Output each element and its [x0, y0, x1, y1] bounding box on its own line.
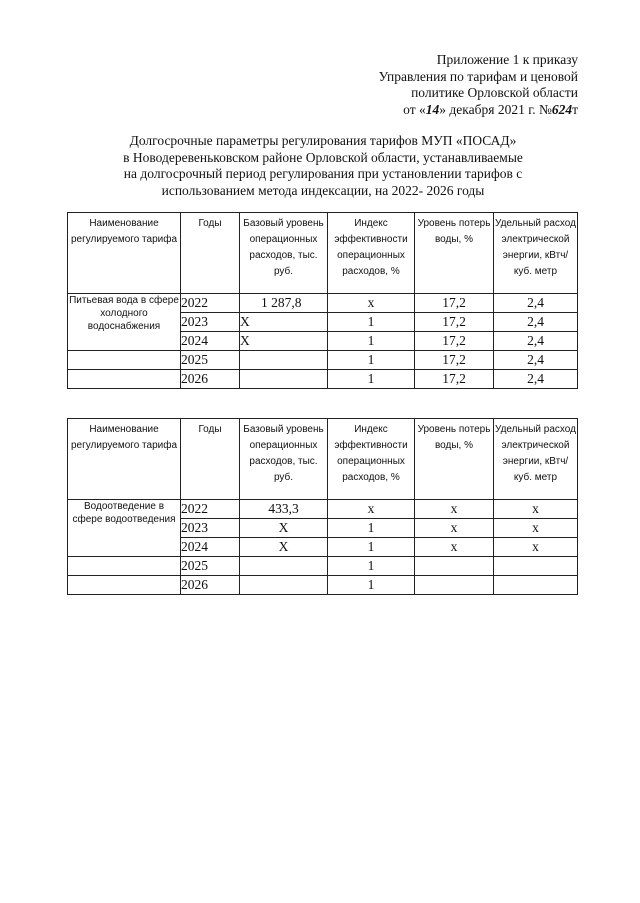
appendix-header: [318, 52, 578, 118]
energy-cell: [494, 576, 578, 595]
year-cell: 2023: [181, 313, 240, 332]
order-day-handwritten: 14: [425, 101, 440, 117]
empty-name-cell: [68, 576, 181, 595]
energy-cell: 2,4: [494, 294, 578, 313]
table-row: [68, 370, 578, 389]
header-energy-consumption: Удельный расход электрической энергии, кВтч/куб. метр: [494, 213, 578, 294]
header-energy-consumption: Удельный расход электрической энергии, кВтч/куб. метр: [494, 419, 578, 500]
year-cell: 2025: [181, 557, 240, 576]
header-base-level: Базовый уровень операционных расходов, тыс. руб.: [240, 213, 328, 294]
base-level-cell: [240, 370, 328, 389]
water-loss-cell: 17,2: [415, 294, 494, 313]
header-years: Годы: [181, 419, 240, 500]
efficiency-index-cell: 1: [328, 538, 415, 557]
title-line-3: на долгосрочный период регулирования при установлении тарифов с: [123, 166, 523, 181]
base-level-cell: Х: [240, 313, 328, 332]
base-level-cell: 433,3: [240, 500, 328, 519]
order-date-prefix: от «: [403, 101, 426, 117]
water-loss-cell: 17,2: [415, 370, 494, 389]
document-title: [70, 133, 576, 199]
year-cell: 2022: [181, 500, 240, 519]
energy-cell: [494, 557, 578, 576]
table-row: [68, 576, 578, 595]
water-loss-cell: [415, 557, 494, 576]
header-efficiency-index: Индекс эффективности операционных расходов, %: [328, 213, 415, 294]
header-water-loss: Уровень потерь воды, %: [415, 213, 494, 294]
water-loss-cell: 17,2: [415, 351, 494, 370]
base-level-cell: [240, 351, 328, 370]
energy-cell: х: [494, 500, 578, 519]
title-line-2: в Новодеревеньковском районе Орловской области, устанавливаемые: [123, 149, 523, 165]
header-tariff-name: Наименование регулируемого тарифа: [68, 213, 181, 294]
appendix-line-4: [318, 102, 578, 119]
efficiency-index-cell: 1: [328, 351, 415, 370]
tariff-table-wastewater: [67, 418, 578, 595]
year-cell: 2023: [181, 519, 240, 538]
year-cell: 2024: [181, 538, 240, 557]
header-base-level: Базовый уровень операционных расходов, тыс. руб.: [240, 419, 328, 500]
efficiency-index-cell: 1: [328, 576, 415, 595]
year-cell: 2026: [181, 576, 240, 595]
table-header-row: [68, 419, 578, 500]
base-level-cell: 1 287,8: [240, 294, 328, 313]
empty-name-cell: [68, 351, 181, 370]
energy-cell: 2,4: [494, 351, 578, 370]
base-level-cell: [240, 557, 328, 576]
tariff-table-water: [67, 212, 578, 389]
appendix-line-1: Приложение 1 к приказу: [436, 52, 578, 67]
efficiency-index-cell: 1: [328, 370, 415, 389]
efficiency-index-cell: 1: [328, 519, 415, 538]
water-loss-cell: х: [415, 519, 494, 538]
efficiency-index-cell: 1: [328, 332, 415, 351]
order-date-middle: » декабря 2021 г. №: [439, 101, 552, 117]
water-loss-cell: 17,2: [415, 332, 494, 351]
year-cell: 2024: [181, 332, 240, 351]
efficiency-index-cell: х: [328, 500, 415, 519]
efficiency-index-cell: 1: [328, 313, 415, 332]
header-years: Годы: [181, 213, 240, 294]
empty-name-cell: [68, 557, 181, 576]
year-cell: 2025: [181, 351, 240, 370]
appendix-line-2: Управления по тарифам и ценовой: [378, 68, 578, 84]
table-row: [68, 500, 578, 519]
order-number-suffix: т: [572, 101, 578, 117]
base-level-cell: [240, 576, 328, 595]
water-loss-cell: [415, 576, 494, 595]
header-efficiency-index: Индекс эффективности операционных расходов, %: [328, 419, 415, 500]
table-row: [68, 557, 578, 576]
tariff-name-cell: Питьевая вода в сфере холодного водоснабжения: [68, 294, 181, 351]
efficiency-index-cell: 1: [328, 557, 415, 576]
energy-cell: х: [494, 538, 578, 557]
table-header-row: [68, 213, 578, 294]
table-row: [68, 294, 578, 313]
energy-cell: 2,4: [494, 370, 578, 389]
water-loss-cell: 17,2: [415, 313, 494, 332]
base-level-cell: Х: [240, 332, 328, 351]
base-level-cell: Х: [240, 538, 328, 557]
appendix-line-3: политике Орловской области: [411, 85, 578, 100]
energy-cell: 2,4: [494, 313, 578, 332]
base-level-cell: Х: [240, 519, 328, 538]
table-row: [68, 351, 578, 370]
tariff-name-cell: Водоотведение в сфере водоотведения: [68, 500, 181, 557]
title-line-4: использованием метода индексации, на 2022- 2026 годы: [161, 182, 485, 198]
year-cell: 2026: [181, 370, 240, 389]
energy-cell: х: [494, 519, 578, 538]
header-tariff-name: Наименование регулируемого тарифа: [68, 419, 181, 500]
empty-name-cell: [68, 370, 181, 389]
energy-cell: 2,4: [494, 332, 578, 351]
efficiency-index-cell: х: [328, 294, 415, 313]
water-loss-cell: х: [415, 500, 494, 519]
water-loss-cell: х: [415, 538, 494, 557]
year-cell: 2022: [181, 294, 240, 313]
order-number-handwritten: 624: [551, 101, 573, 117]
header-water-loss: Уровень потерь воды, %: [415, 419, 494, 500]
title-line-1: Долгосрочные параметры регулирования тарифов МУП «ПОСАД»: [129, 133, 517, 148]
